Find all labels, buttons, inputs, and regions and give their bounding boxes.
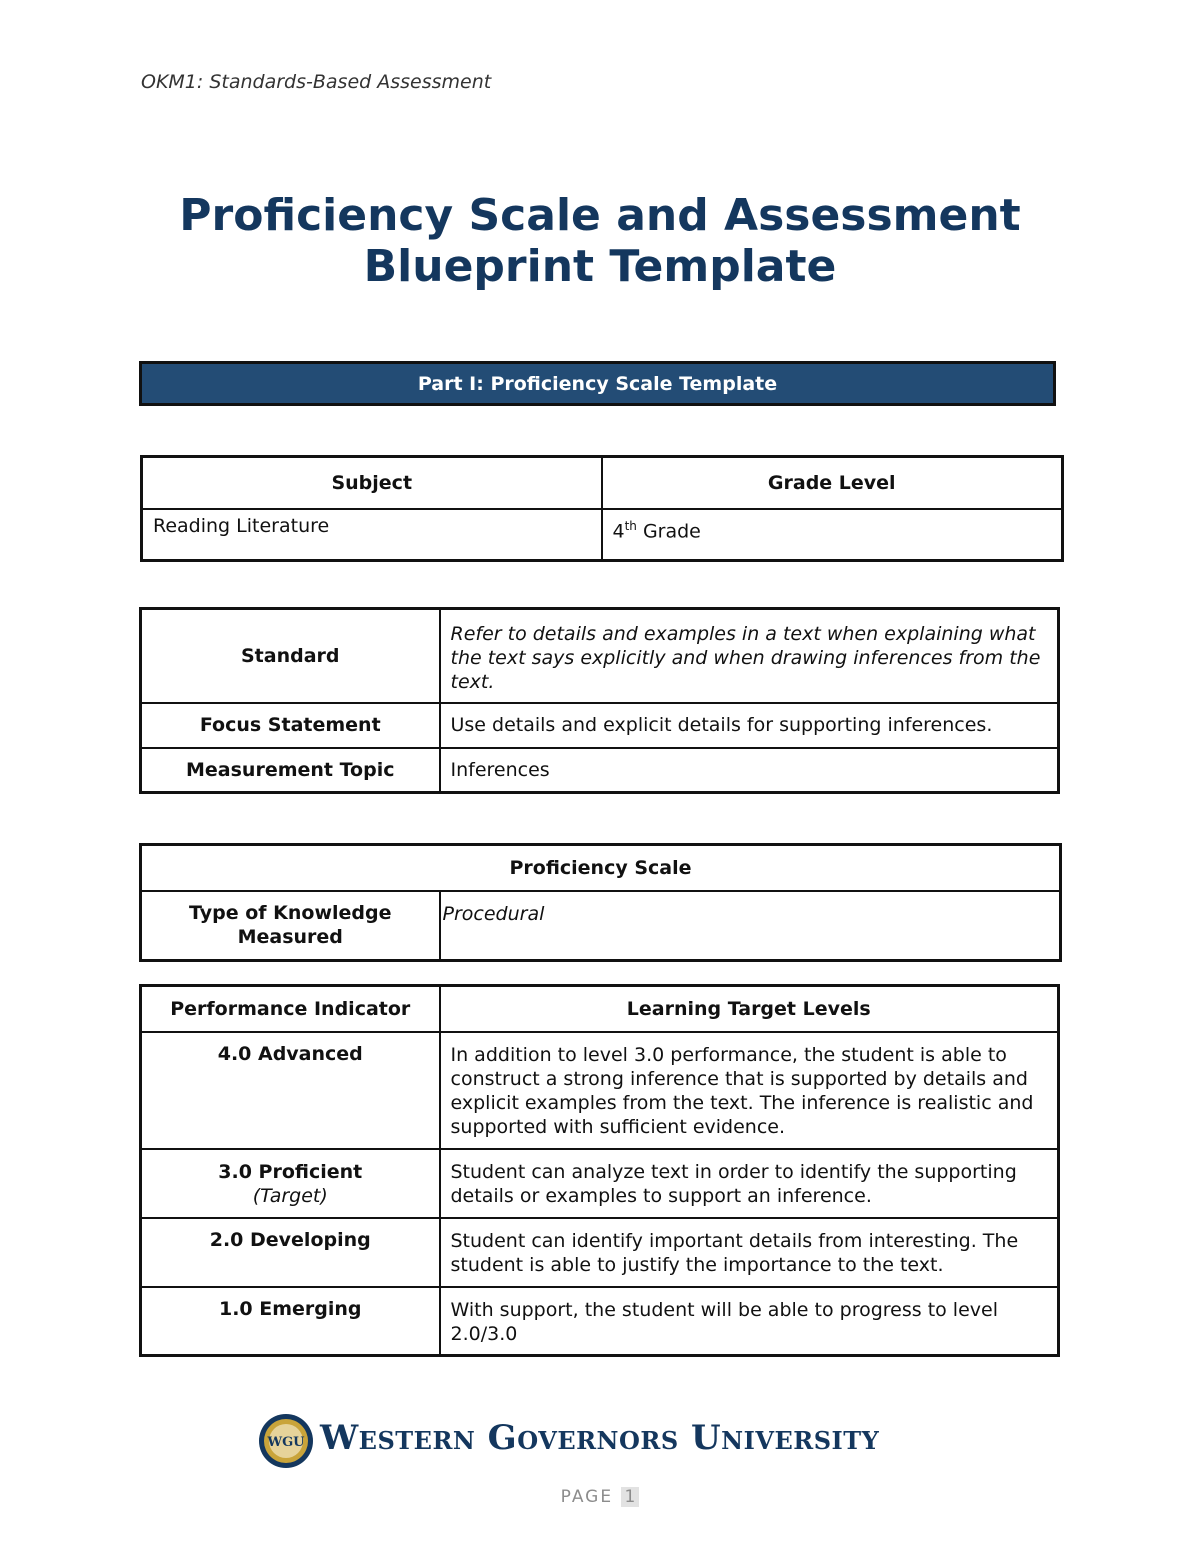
standard-table (139, 607, 1060, 794)
standard-label: Standard (141, 609, 440, 703)
measurement-topic-value: Inferences (440, 748, 1059, 793)
level-description: With support, the student will be able to progress to level 2.0/3.0 (440, 1287, 1059, 1356)
measurement-topic-label: Measurement Topic (141, 748, 440, 793)
focus-statement-value: Use details and explicit details for supporting inferences. (440, 703, 1059, 748)
knowledge-type-label: Type of Knowledge Measured (141, 891, 440, 961)
learning-target-levels-header: Learning Target Levels (440, 986, 1059, 1032)
grade-suffix: th (624, 518, 637, 533)
university-seal-icon (258, 1413, 314, 1469)
level-label: 4.0 Advanced (141, 1032, 440, 1149)
grade-level-header: Grade Level (602, 457, 1063, 509)
level-description: Student can identify important details from interesting. The student is able to justify the importance to the text. (440, 1218, 1059, 1287)
level-description: Student can analyze text in order to identify the supporting details or examples to support an inference. (440, 1149, 1059, 1218)
table-row (141, 1032, 1059, 1149)
proficiency-scale-table (139, 843, 1062, 962)
subject-header: Subject (142, 457, 602, 509)
university-name: Western Governors University (320, 1418, 880, 1458)
table-row (141, 1287, 1059, 1356)
page-footer (0, 1487, 1200, 1507)
level-label: 3.0 Proficient (218, 1160, 363, 1183)
proficiency-scale-title: Proficiency Scale (141, 845, 1061, 891)
level-description: In addition to level 3.0 performance, the student is able to construct a strong inference that is supported by details and explicit examples from the text. The inference is realistic and supported with sufficient evidence. (440, 1032, 1059, 1149)
level-label: 2.0 Developing (141, 1218, 440, 1287)
knowledge-type-value: Procedural (440, 891, 1061, 961)
grade-number: 4 (612, 519, 625, 542)
page-title-line2: Blueprint Template (363, 241, 837, 292)
page-title (150, 190, 1050, 292)
document-header: OKM1: Standards-Based Assessment (141, 71, 492, 93)
focus-statement-label: Focus Statement (141, 703, 440, 748)
level-label-cell (141, 1149, 440, 1218)
performance-indicator-table (139, 984, 1060, 1357)
university-logo (258, 1410, 908, 1472)
standard-value: Refer to details and examples in a text when explaining what the text says explicitly and when drawing inferences from the text. (440, 609, 1059, 703)
level-label: 1.0 Emerging (141, 1287, 440, 1356)
grade-word: Grade (636, 519, 701, 542)
subject-value: Reading Literature (142, 509, 602, 561)
part-1-banner: Part I: Proficiency Scale Template (139, 361, 1056, 406)
subject-grade-table (140, 455, 1064, 562)
performance-indicator-header: Performance Indicator (141, 986, 440, 1032)
page-title-line1: Proficiency Scale and Assessment (179, 190, 1021, 241)
page-number: 1 (621, 1487, 640, 1507)
table-row (141, 1149, 1059, 1218)
target-note: (Target) (252, 1184, 328, 1207)
page-label: PAGE (560, 1487, 614, 1507)
grade-level-value (602, 509, 1063, 561)
seal-monogram: WGU (267, 1435, 305, 1450)
table-row (141, 1218, 1059, 1287)
